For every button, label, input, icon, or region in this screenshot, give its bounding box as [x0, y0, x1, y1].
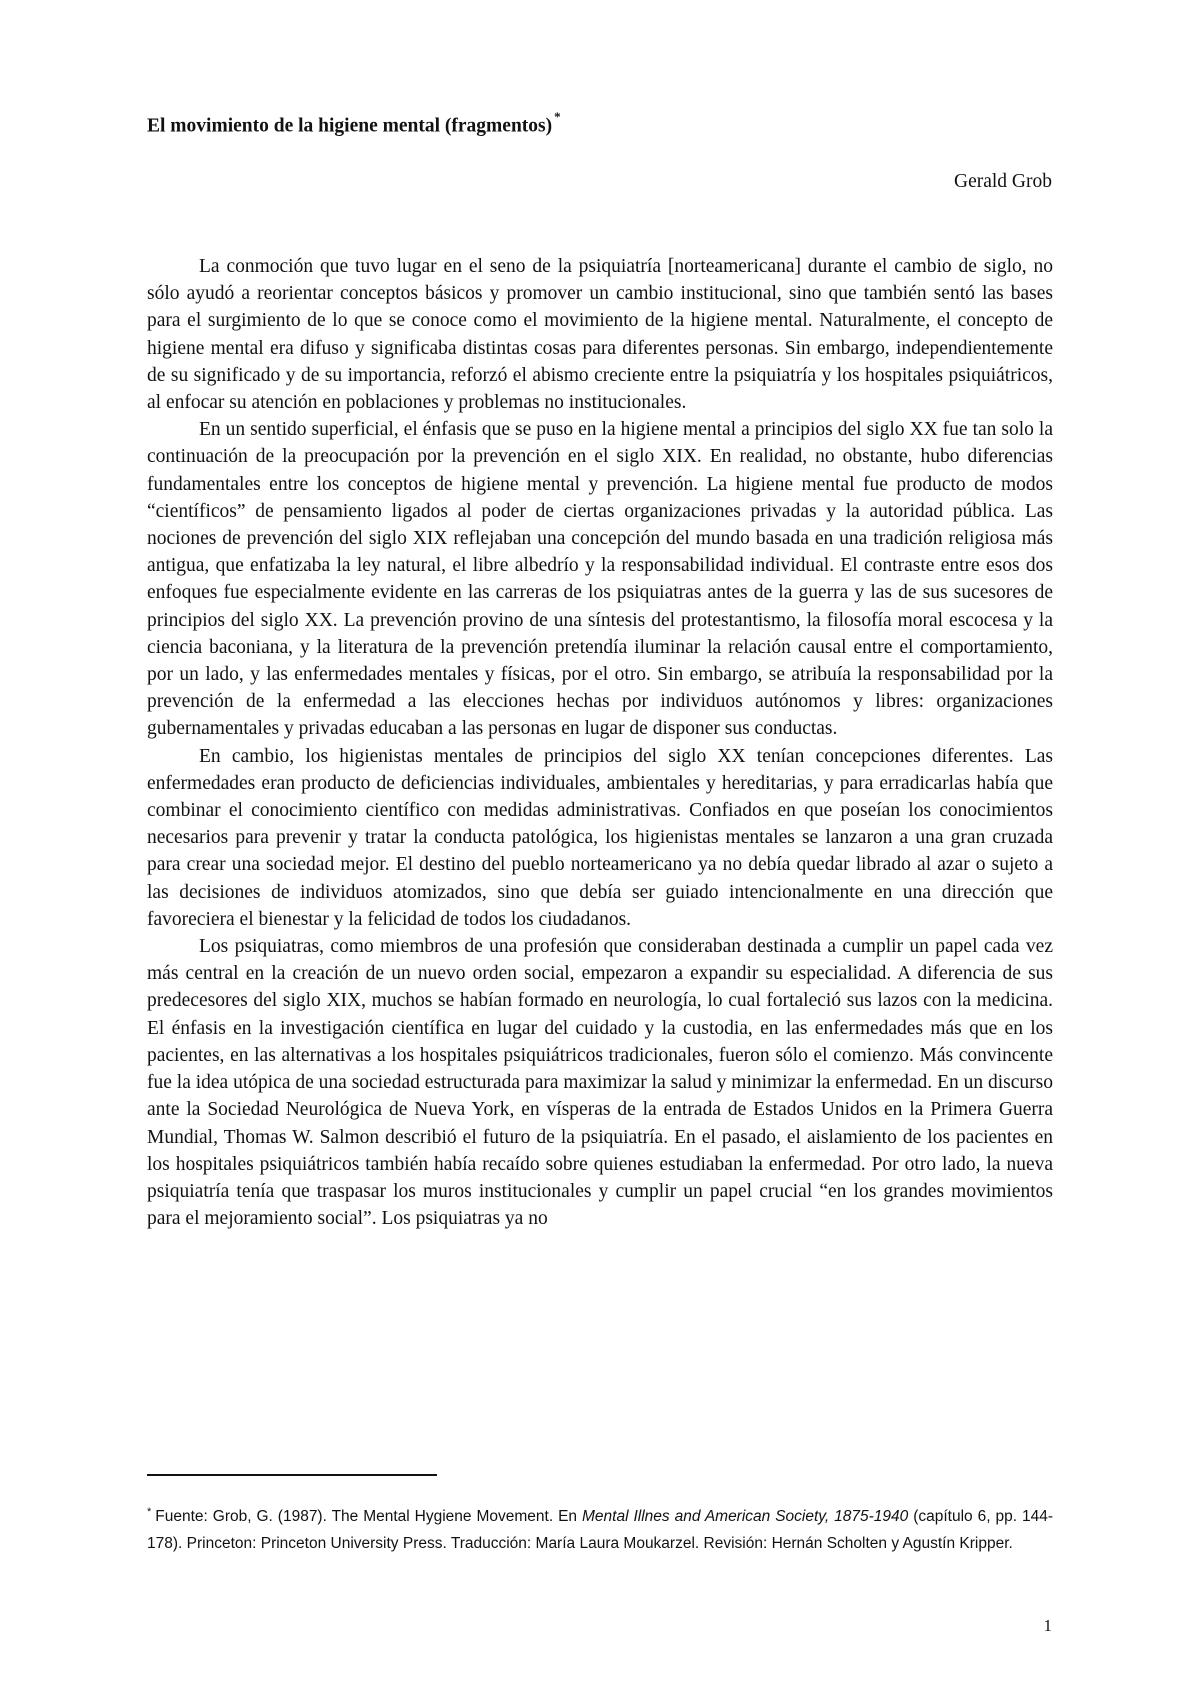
footnote-book-title: Mental Illnes and American Society, 1875-1940: [582, 1508, 909, 1525]
title-footnote-marker: *: [554, 109, 561, 124]
author-name: Gerald Grob: [953, 171, 1052, 192]
document-title-text: El movimiento de la higiene mental (fragmentos): [147, 115, 553, 137]
footnote-separator: [147, 1474, 437, 1476]
body-text: [147, 253, 1053, 1232]
footnote-details-text: (capítulo 6, pp. 144-178). Princeton: Princeton University Press. Traducción: María Laura Moukarzel. Revisión: Hernán Scholten y Agustín Kripper.: [147, 1508, 1053, 1552]
paragraph: En un sentido superficial, el énfasis que se puso en la higiene mental a principios del siglo XX fue tan solo la continuación de la preocupación por la prevención en el siglo XIX. En realidad, no obstante, hubo diferencias fundamentales entre los conceptos de higiene mental y prevención. La higiene mental fue producto de modos “científicos” de pensamiento ligados al poder de ciertas organizaciones privadas y la autoridad pública. Las nociones de prevención del siglo XIX reflejaban una concepción del mundo basada en una tradición religiosa más antigua, que enfatizaba la ley natural, el libre albedrío y la responsabilidad individual. El contraste entre esos dos enfoques fue especialmente evidente en las carreras de los psiquiatras antes de la guerra y las de sus sucesores de principios del siglo XX. La prevención provino de una síntesis del protestantismo, la filosofía moral escocesa y la ciencia baconiana, y la literatura de la prevención pretendía iluminar la relación causal entre el comportamiento, por un lado, y las enfermedades mentales y físicas, por el otro. Sin embargo, se atribuía la responsabilidad por la prevención de la enfermedad a las elecciones hechas por individuos autónomos y libres: organizaciones gubernamentales y privadas educaban a las personas en lugar de disponer sus conductas.: [147, 419, 1053, 740]
footnote: [147, 1504, 1053, 1557]
footnote-source-text: Fuente: Grob, G. (1987). The Mental Hygiene Movement. En: [155, 1508, 582, 1525]
page-number: 1: [1043, 1616, 1052, 1635]
footnote-marker: *: [147, 1506, 152, 1518]
document-title: [147, 109, 561, 138]
paragraph: En cambio, los higienistas mentales de principios del siglo XX tenían concepciones diferentes. Las enfermedades eran producto de deficiencias individuales, ambientales y hereditarias, y para erradicarlas había que combinar el conocimiento científico con medidas administrativas. Confiados en que poseían los conocimientos necesarios para prevenir y tratar la conducta patológica, los higienistas mentales se lanzaron a una gran cruzada para crear una sociedad mejor. El destino del pueblo norteamericano ya no debía quedar librado al azar o sujeto a las decisiones de individuos atomizados, sino que debía ser guiado intencionalmente en una dirección que favoreciera el bienestar y la felicidad de todos los ciudadanos.: [147, 745, 1053, 930]
paragraph: Los psiquiatras, como miembros de una profesión que consideraban destinada a cumplir un papel cada vez más central en la creación de un nuevo orden social, empezaron a expandir su especialidad. A diferencia de sus predecesores del siglo XIX, muchos se habían formado en neurología, lo cual fortaleció sus lazos con la medicina. El énfasis en la investigación científica en lugar del cuidado y la custodia, en las enfermedades más que en los pacientes, en las alternativas a los hospitales psiquiátricos tradicionales, fueron sólo el comienzo. Más convincente fue la idea utópica de una sociedad estructurada para maximizar la salud y minimizar la enfermedad. En un discurso ante la Sociedad Neurológica de Nueva York, en vísperas de la entrada de Estados Unidos en la Primera Guerra Mundial, Thomas W. Salmon describió el futuro de la psiquiatría. En el pasado, el aislamiento de los pacientes en los hospitales psiquiátricos también había recaído sobre quienes estudiaban la enfermedad. Por otro lado, la nueva psiquiatría tenía que traspasar los muros institucionales y cumplir un papel crucial “en los grandes movimientos para el mejoramiento social”. Los psiquiatras ya no: [147, 936, 1053, 1230]
paragraph: La conmoción que tuvo lugar en el seno de la psiquiatría [norteamericana] durante el cambio de siglo, no sólo ayudó a reorientar conceptos básicos y promover un cambio institucional, sino que también sentó las bases para el surgimiento de lo que se conoce como el movimiento de la higiene mental. Naturalmente, el concepto de higiene mental era difuso y significaba distintas cosas para diferentes personas. Sin embargo, independientemente de su significado y de su importancia, reforzó el abismo creciente entre la psiquiatría y los hospitales psiquiátricos, al enfocar su atención en poblaciones y problemas no institucionales.: [147, 256, 1053, 414]
